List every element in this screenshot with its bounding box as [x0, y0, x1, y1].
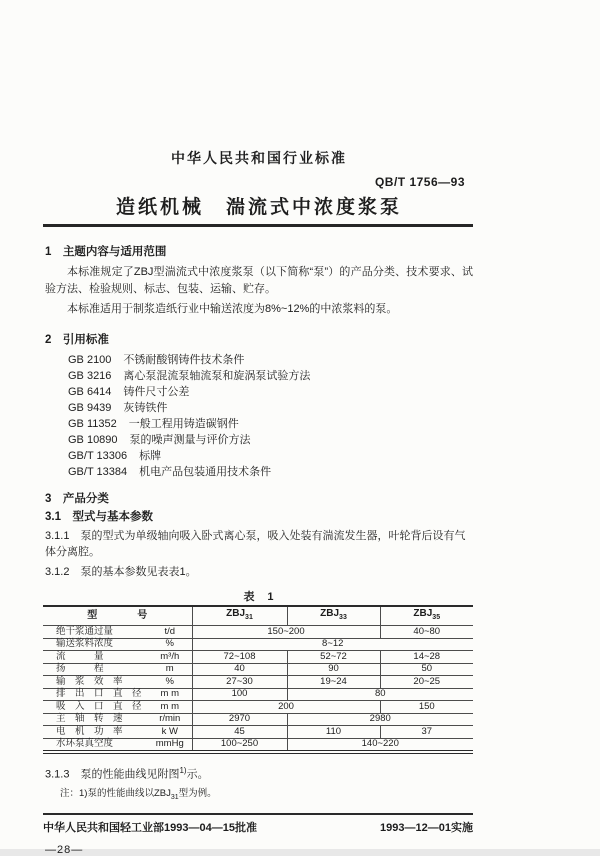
param-name-cell: 电 机 功 率 [43, 726, 148, 739]
reference-title: 机电产品包装通用技术条件 [139, 466, 272, 478]
param-unit-cell: m³/h [148, 651, 192, 664]
param-unit-cell: r/min [148, 713, 192, 726]
param-value-cell: 2970 [192, 713, 287, 726]
param-name-cell: 主 轴 转 速 [43, 713, 148, 726]
reference-code: GB 10890 [68, 434, 118, 446]
table-1-caption: 表 1 [243, 591, 275, 603]
implementation-date: 1993—12—01实施 [380, 822, 473, 835]
title-divider-rule [43, 224, 473, 227]
section-1-heading: 1 主题内容与适用范围 [45, 246, 167, 258]
table-1 [43, 605, 473, 754]
reference-code: GB 9439 [68, 402, 112, 414]
param-value-cell: 50 [380, 663, 473, 676]
param-name-cell: 输 浆 效 率 [43, 676, 148, 689]
table-row [43, 638, 473, 651]
reference-item [45, 352, 473, 368]
reference-item [45, 384, 473, 400]
param-value-cell: 150~200 [192, 626, 380, 639]
reference-item [45, 368, 473, 384]
standard-number: QB/T 1756—93 [374, 175, 465, 189]
table-row [43, 626, 473, 639]
param-unit-cell: m [148, 663, 192, 676]
clause-3-1-2: 3.1.2 泵的基本参数见表表1。 [45, 566, 197, 578]
reference-code: GB/T 13306 [68, 450, 128, 462]
reference-item [45, 416, 473, 432]
clause-3-1-3-text: 3.1.3 泵的性能曲线见附图 [45, 768, 180, 781]
table-row [43, 663, 473, 676]
param-value-cell: 14~28 [380, 651, 473, 664]
param-value-cell: 150 [380, 701, 473, 714]
param-unit-cell: m m [148, 701, 192, 714]
reference-title: 离心泵混流泵轴流泵和旋涡泵试验方法 [123, 370, 311, 382]
reference-code: GB 3216 [68, 370, 112, 382]
param-value-cell: 20~25 [380, 676, 473, 689]
footer-divider-rule [43, 813, 473, 816]
table-1-body [43, 606, 473, 752]
section-3-1-heading: 3.1 型式与基本参数 [45, 511, 153, 523]
reference-code: GB 2100 [68, 354, 112, 366]
reference-title: 标牌 [139, 450, 162, 462]
model-prefix: ZBJ [320, 608, 340, 619]
param-value-cell: 8~12 [192, 638, 473, 651]
table-row [43, 701, 473, 714]
reference-code: GB 11352 [68, 418, 117, 430]
param-unit-cell: % [148, 676, 192, 689]
section-1-paragraph-1: 本标准规定了ZBJ型湍流式中浓度浆泵（以下简称“泵”）的产品分类、技术要求、试验方法、检验规则、标志、包装、运输、贮存。 [45, 266, 473, 295]
param-value-cell: 90 [287, 663, 380, 676]
reference-item [45, 432, 473, 448]
model-subscript: 35 [432, 614, 441, 621]
footnote-marker: 1) [179, 766, 187, 775]
reference-title: 一般工程用铸造碳钢件 [128, 418, 239, 430]
table-row [43, 651, 473, 664]
param-value-cell: 52~72 [287, 651, 380, 664]
table-row [43, 738, 473, 752]
param-name-cell: 水环泵真空度 [43, 738, 148, 752]
clause-3-1-1: 3.1.1 泵的型式为单级轴向吸入卧式离心泵，吸入处装有湍流发生器，叶轮背后设有气体分离腔。 [45, 530, 466, 558]
param-value-cell: 40 [192, 663, 287, 676]
param-value-cell: 100~250 [192, 738, 287, 752]
model-label-cell: 型 号 [43, 606, 192, 626]
approval-statement: 中华人民共和国轻工业部1993—04—15批准 [43, 822, 257, 835]
param-name-cell: 吸 入 口 直 径 [43, 701, 148, 714]
reference-code: GB/T 13384 [68, 466, 128, 478]
param-value-cell: 2980 [287, 713, 473, 726]
param-unit-cell: mmHg [148, 738, 192, 752]
clause-3-1-3-tail: 示。 [186, 768, 209, 781]
model-prefix: ZBJ [413, 608, 433, 619]
param-value-cell: 27~30 [192, 676, 287, 689]
model-subscript: 31 [245, 614, 253, 621]
param-value-cell: 100 [192, 688, 287, 701]
reference-code: GB 6414 [68, 386, 112, 398]
table-row [43, 676, 473, 689]
param-name-cell: 绝干浆通过量 [43, 626, 148, 639]
param-value-cell: 19~24 [287, 676, 380, 689]
param-value-cell: 200 [192, 701, 380, 714]
param-value-cell: 110 [287, 726, 380, 739]
model-subscript: 33 [339, 614, 347, 621]
param-value-cell: 80 [287, 688, 473, 701]
param-unit-cell: m m [148, 688, 192, 701]
table-row [43, 688, 473, 701]
param-value-cell: 40~80 [380, 626, 473, 639]
reference-item [45, 464, 473, 480]
reference-title: 铸件尺寸公差 [123, 386, 190, 398]
param-value-cell: 45 [192, 726, 287, 739]
param-unit-cell: t/d [148, 626, 192, 639]
model-header-cell [192, 606, 287, 626]
model-prefix: ZBJ [226, 608, 246, 619]
clause-3-1-3 [45, 763, 473, 783]
param-value-cell: 37 [380, 726, 473, 739]
section-1-paragraph-2: 本标准适用于制浆造纸行业中输送浓度为8%~12%的中浓浆料的泵。 [67, 303, 398, 315]
footnote-text: 注：1)泵的性能曲线以$ZBJ_{31}$型为例。 [60, 787, 217, 801]
reference-item [45, 400, 473, 416]
param-name-cell: 输送浆料浓度 [43, 638, 148, 651]
page-content [45, 0, 473, 856]
model-header-cell [380, 606, 473, 626]
param-name-cell: 流 量 [43, 651, 148, 664]
document-title: 造纸机械 湍流式中浓度浆泵 [115, 197, 402, 218]
param-unit-cell: % [148, 638, 192, 651]
param-value-cell: 140~220 [287, 738, 473, 752]
reference-title: 泵的噪声测量与评价方法 [129, 434, 251, 446]
reference-title: 灰铸铁件 [123, 402, 168, 414]
param-name-cell: 排 出 口 直 径 [43, 688, 148, 701]
table-row [43, 726, 473, 739]
model-header-cell [287, 606, 380, 626]
reference-item [45, 448, 473, 464]
param-value-cell: 72~108 [192, 651, 287, 664]
approval-footer [43, 822, 473, 834]
page-number: —28— [45, 844, 84, 856]
model-subscript: 31 [170, 793, 179, 801]
table-header-row [43, 606, 473, 626]
section-2-heading: 2 引用标准 [45, 334, 109, 346]
table-row [43, 713, 473, 726]
standard-category-label: 中华人民共和国行业标准 [171, 150, 347, 166]
section-3-heading: 3 产品分类 [45, 493, 109, 505]
reference-title: 不锈耐酸钢铸件技术条件 [123, 354, 245, 366]
param-unit-cell: k W [148, 726, 192, 739]
param-name-cell: 扬 程 [43, 663, 148, 676]
references-list [45, 352, 473, 480]
